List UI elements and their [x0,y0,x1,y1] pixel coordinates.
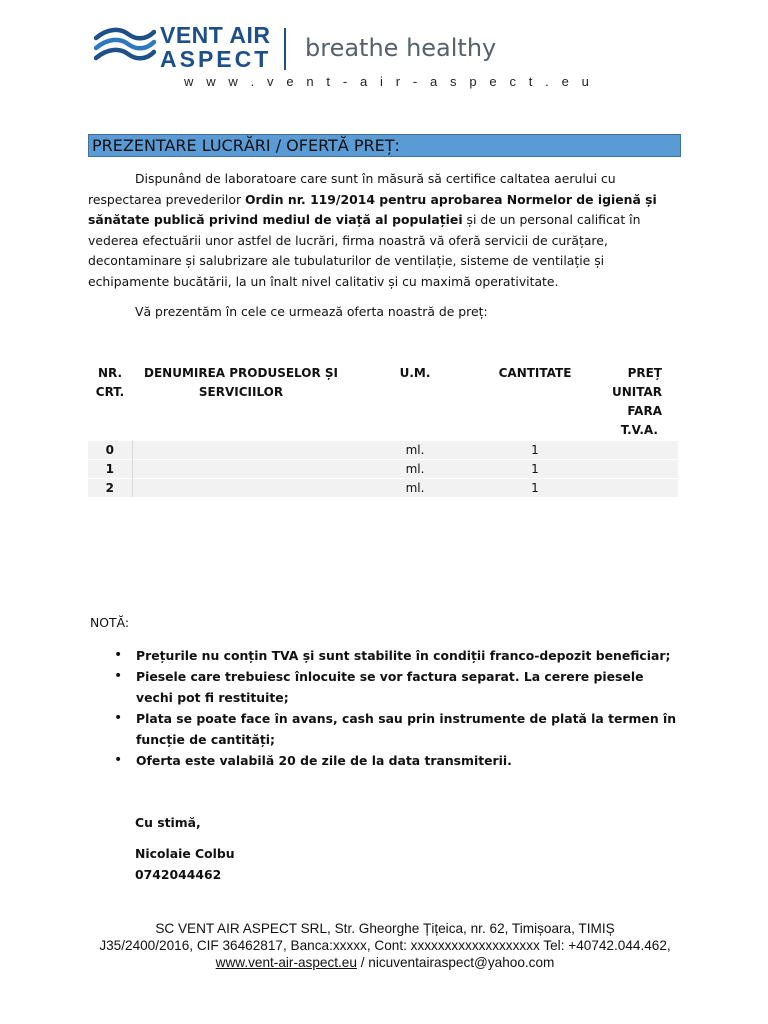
note-title: NOTĂ: [90,615,130,630]
brand-logo-text [160,24,271,71]
list-item: • Piesele care trebuiesc înlocuite se vor factura separat. La cerere piesele vechi pot fi restituite; [110,666,680,708]
intro-text-1: Dispunând de laboratoare care sunt în măsură să certifice caltatea aerului cu respectarea prevederilor [88,171,616,207]
intro-paragraph [88,169,680,293]
cell-nr: 2 [88,479,132,498]
intro-regulation: Ordin nr. 119/2014 pentru aprobarea Normelor de igienă și sănătate publică privind mediul de viață al populației [88,191,657,228]
cell-name [132,479,350,498]
cell-um: ml. [405,443,425,457]
greeting: Cu stimă, [135,815,201,830]
signer-phone: 0742044462 [135,867,222,882]
signer-name: Nicolaie Colbu [135,846,235,861]
cell-um: ml. [405,462,425,476]
footer [60,920,710,971]
list-item: • Plata se poate face în avans, cash sau prin instrumente de plată la termen în funcție de cantități; [110,708,680,750]
document-title: PREZENTARE LUCRĂRI / OFERTĂ PREȚ: [92,136,400,155]
tagline: breathe healthy [305,34,497,62]
list-item: • Oferta este valabilă 20 de zile de la data transmiterii. [110,750,680,771]
col-header-nr: NR. CRT. [95,366,125,399]
wave-logo-icon [94,26,156,64]
document-title-bar [88,134,681,157]
cell-price [590,460,678,479]
offer-intro-line: Vă prezentăm în cele ce urmează oferta noastră de preț: [135,304,488,319]
table-row [88,479,678,498]
cell-qty: 1 [531,462,539,476]
footer-address: SC VENT AIR ASPECT SRL, Str. Gheorghe Țițeica, nr. 62, Timișoara, TIMIȘ [155,921,615,936]
header-website: w w w . v e n t - a i r - a s p e c t . e u [184,74,594,89]
cell-qty: 1 [531,481,539,495]
table-header-row [88,364,678,441]
price-table [88,364,678,497]
cell-name [132,441,350,460]
list-item: • Prețurile nu conțin TVA și sunt stabilite în condiții franco-depozit beneficiar; [110,645,680,666]
cell-price [590,441,678,460]
cell-price [590,479,678,498]
cell-name [132,460,350,479]
cell-nr: 0 [88,441,132,460]
table-row [88,441,678,460]
intro-text-2: și de un personal calificat în vederea efectuării unor astfel de lucrări, firma noastră vă oferă servicii de curățare, decontaminare și salubrizare ale tubulaturilor de ventilație, sisteme de ventilație și echipamente bucătării, la un înalt nivel calitativ și cu maximă operativitate. [88,212,641,289]
col-header-price: PREȚ UNITAR FARA T.V.A. [611,366,662,437]
footer-email[interactable]: nicuventairaspect@yahoo.com [368,955,555,970]
col-header-um: U.M. [399,366,431,380]
signoff [135,812,235,885]
col-header-qty: CANTITATE [498,366,572,380]
cell-nr: 1 [88,460,132,479]
footer-website-link[interactable]: www.vent-air-aspect.eu [215,955,357,970]
brand-line-1: VENT AIR [160,22,271,48]
brand-line-2: ASPECT [160,46,272,72]
header-divider [284,28,286,70]
cell-um: ml. [405,481,425,495]
col-header-name: DENUMIREA PRODUSELOR ȘI SERVICIILOR [144,366,338,399]
table-row [88,460,678,479]
footer-company-info: J35/2400/2016, CIF 36462817, Banca:xxxxx, Cont: xxxxxxxxxxxxxxxxxxx Tel: +40742.044.462, [99,938,671,953]
footer-separator: / [356,955,369,970]
footer-contact [60,954,710,971]
cell-qty: 1 [531,443,539,457]
notes-list [110,645,680,771]
